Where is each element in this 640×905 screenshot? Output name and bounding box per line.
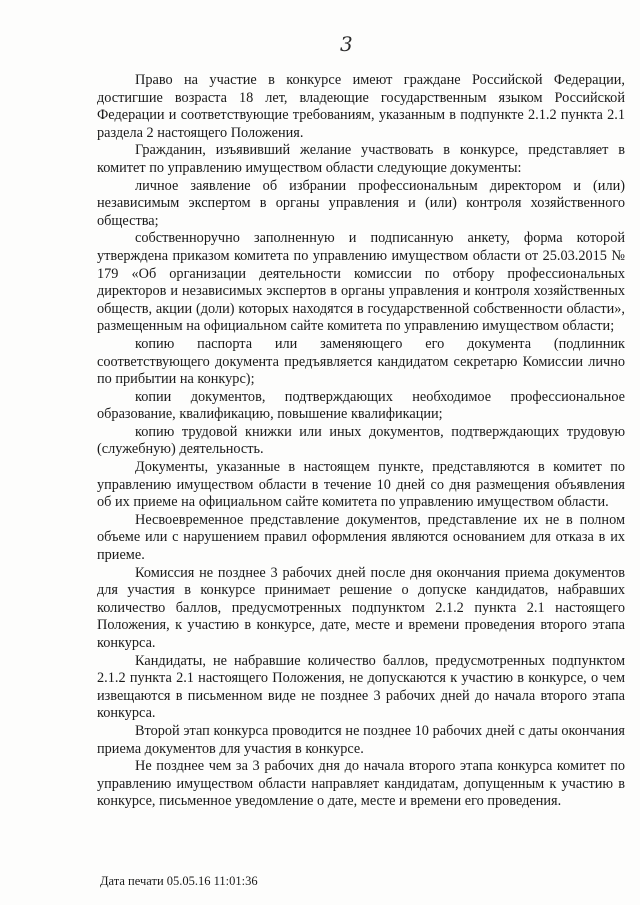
paragraph: Не позднее чем за 3 рабочих дня до начала второго этапа конкурса комитет по управлению имуществом области направляет кандидатам, допущенным к участию в конкурсе, письменное уведомление о дате, месте и времени его проведения. xyxy=(97,758,625,810)
page-number: 3 xyxy=(340,32,353,56)
paragraph: Второй этап конкурса проводится не позднее 10 рабочих дней с даты окончания приема документов для участия в конкурсе. xyxy=(97,722,625,757)
print-date-footer: Дата печати 05.05.16 11:01:36 xyxy=(100,874,258,888)
paragraph: Право на участие в конкурсе имеют граждане Российской Федерации, достигшие возраста 18 лет, владеющие государственным языком Российской Федерации и соответствующие требованиям, указанным в подпункте 2.1.2 пункта 2.1 раздела 2 настоящего Положения. xyxy=(97,72,625,141)
paragraph: собственноручно заполненную и подписанную анкету, форма которой утверждена приказом комитета по управлению имуществом области от 25.03.2015 № 179 «Об организации деятельности комиссии по отбору профессиональных директоров и независимых экспертов в органы управления и контроля хозяйственных обществ, акции (доли) которых находятся в государственной собственности области», размещенным на официальном сайте комитета по управлению имуществом области; xyxy=(97,230,625,335)
paragraph: Кандидаты, не набравшие количество баллов, предусмотренных подпунктом 2.1.2 пункта 2.1 настоящего Положения, не допускаются к участию в конкурсе, о чем извещаются в письменном виде не позднее 3 рабочих дней до начала второго этапа конкурса. xyxy=(97,652,625,722)
paragraph: копию паспорта или заменяющего его документа (подлинник соответствующего документа предъявляется кандидатом секретарю Комиссии лично по прибытии на конкурс); xyxy=(97,335,625,388)
paragraph: копии документов, подтверждающих необходимое профессиональное образование, квалификацию, повышение квалификации; xyxy=(97,388,625,423)
paragraph: личное заявление об избрании профессиональным директором и (или) независимым экспертом в органы управления и (или) контроля хозяйственного общества; xyxy=(97,177,625,229)
paragraph: Документы, указанные в настоящем пункте, представляются в комитет по управлению имуществом области в течение 10 дней со дня размещения объявления об их приеме на официальном сайте комитета по управлению имуществом области. xyxy=(97,459,625,511)
paragraph: Комиссия не позднее 3 рабочих дней после дня окончания приема документов для участия в конкурсе принимает решение о допуске кандидатов, набравших количество баллов, предусмотренных подпунктом 2.1.2 пункта 2.1 настоящего Положения, к участию в конкурсе, дате, месте и времени проведения второго этапа конкурса. xyxy=(97,564,625,651)
paragraph: Гражданин, изъявивший желание участвовать в конкурсе, представляет в комитет по управлению имуществом области следующие документы: xyxy=(97,142,625,176)
paragraph: Несвоевременное представление документов, представление их не в полном объеме или с нарушением правил оформления являются основанием для отказа в их приеме. xyxy=(97,511,625,564)
document-body xyxy=(97,72,625,811)
paragraph: копию трудовой книжки или иных документов, подтверждающих трудовую (служебную) деятельность. xyxy=(97,423,625,458)
